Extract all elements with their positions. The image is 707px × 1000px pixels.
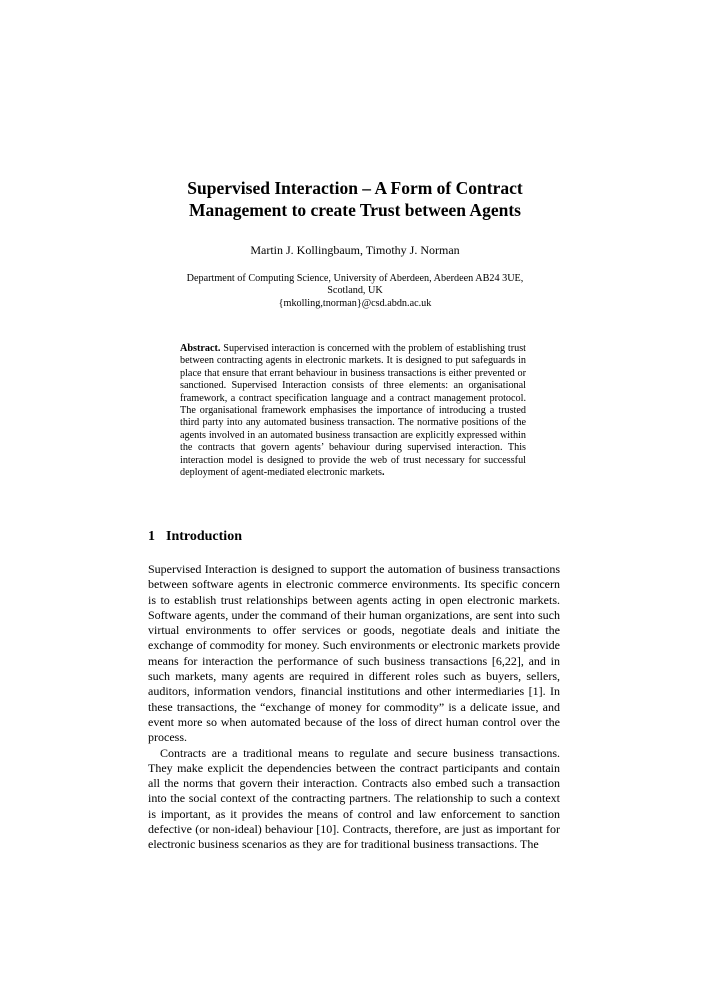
abstract-text: Supervised interaction is concerned with the problem of establishing trust between contracting agents in electronic markets. It is designed to put safeguards in place that ensure that errant behaviour in business transactions is either prevented or sanctioned. Supervised Interaction consists of three elements: an organisational framework, a contract specification language and a contract management protocol. The organisational framework emphasises the importance of introducing a trusted third party into any automated business transaction. The normative positions of the agents involved in an automated business transaction are explicitly expressed within the contracts that govern agents’ behaviour during supervised interaction. This interaction model is designed to provide the web of trust necessary for successful deployment of agent-mediated electronic markets [180, 343, 526, 479]
section-title: Introduction [166, 529, 242, 544]
affiliation-line-2: Scotland, UK [327, 285, 383, 297]
affiliation-line-1: Department of Computing Science, University of Aberdeen, Aberdeen AB24 3UE, [186, 273, 524, 284]
abstract-end: . [381, 467, 385, 479]
author-list: Martin J. Kollingbaum, Timothy J. Norman [250, 243, 460, 257]
paragraph-2: Contracts are a traditional means to regulate and secure business transactions. They make explicit the dependencies between the contract participants and contain all the norms that govern their interaction. Contracts also embed such a transaction into the social context of the contracting partners. The relationship to such a context is important, as it provides the means of control and law enforcement to sanction defective (or non-ideal) behaviour [10]. Contracts, therefore, are just as important for electronic business scenarios as they are for traditional business transactions. The [148, 745, 560, 852]
section-body [148, 562, 560, 853]
abstract-label: Abstract. [180, 343, 221, 354]
paragraph-1: Supervised Interaction is designed to support the automation of business transactions between software agents in electronic commerce environments. Its specific concern is to establish trust relationships between agents acting in open electronic markets. Software agents, under the command of their human organizations, are sent into such virtual environments to offer services or goods, negotiate deals and initiate the exchange of commodity for money. Such environments or electronic markets provide means for interaction the performance of such business transactions [6,22], and in such markets, many agents are required in different roles such as buyers, sellers, auditors, information vendors, financial institutions and other intermediaries [1]. In these transactions, the “exchange of money for commodity” is a delicate issue, and event more so when automated because of the loss of direct human control over the process. [148, 562, 560, 745]
abstract [180, 343, 526, 479]
section-number: 1 [148, 529, 155, 544]
title-line-1: Supervised Interaction – A Form of Contract [187, 178, 523, 198]
title-line-2: Management to create Trust between Agents [189, 200, 521, 220]
affiliation-block [170, 273, 540, 310]
affiliation-email: {mkolling,tnorman}@csd.abdn.ac.uk [278, 297, 432, 309]
section-heading [148, 528, 242, 545]
paper-title [150, 177, 560, 221]
